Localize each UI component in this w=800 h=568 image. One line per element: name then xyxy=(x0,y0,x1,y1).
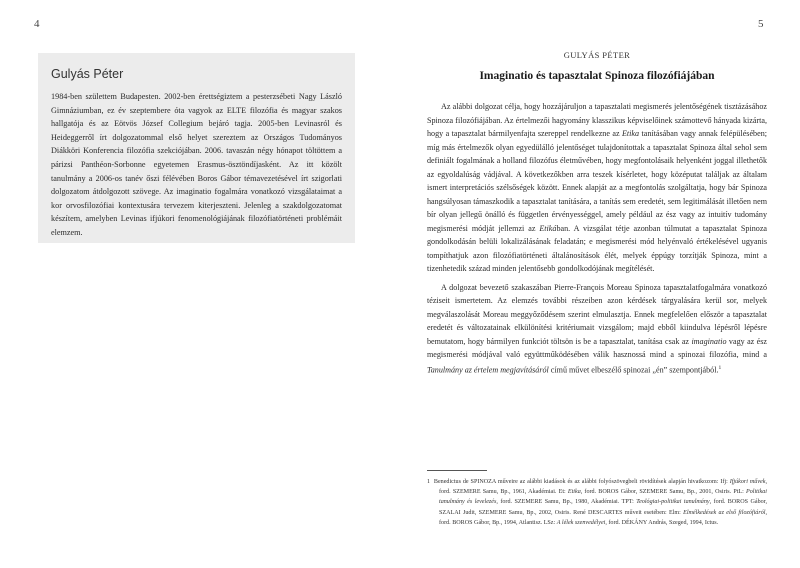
article-author: GULYÁS PÉTER xyxy=(563,50,631,60)
article-body xyxy=(427,100,767,377)
left-page-number: 4 xyxy=(34,18,40,30)
bio-text: 1984-ben születtem Budapesten. 2002-ben érettségiztem a pesterzsébeti Nagy László Gimnáziumban, ez év szeptembere óta vagyok az ELTE filozófia és magyar szakos hallgatója és az Eötvös József Collegium bejáró tagja. 2005-ben Levinasról és Heideggerről írt dolgozatommal első helyet szereztem az Országos Tudományos Diákköri Konferencia filozófia szekciójában. 2006. tavaszán négy hónapot töltöttem a párizsi Panthéon-Sorbonne egyetemen Erasmus-ösztöndíjasként. Az itt közölt tanulmány a 2006-os tanév őszi félévében Boros Gábor témavezetésével írt szigorlati dolgozatom átdolgozott szövege. Az imaginatio fogalmára vonatkozó vizsgálataimat a kor orvosfilozófiai kontextusára tervezem kiterjeszteni. Jelenleg a szakdolgozatomat készítem, amelyben Levinas ifjúkori fenomenológiájának filozófiatörténeti problémáit elemzem. xyxy=(51,92,342,237)
bio-author-name: Gulyás Péter xyxy=(51,67,124,81)
author-bio-box xyxy=(38,53,355,243)
paragraph-1: Az alábbi dolgozat célja, hogy hozzájáruljon a tapasztalati megismerés jelentőségének tisztázásához Spinoza filozófiájában. Az értelmezői hagyomány klasszikus képviselőinek számottevő hányada kizárta, hogy a tapasztalat bármilyenfajta szereppel rendelkezne az Etika tanításában vagy annak felépülésében; míg más értelmezők olyan egyedülálló jelentőséget tulajdonítottak a tapasztalat Spinoza által sehol sem definiált fogalmának a holland filozófus életművében, hogy megfontolásaik helyenként joggal illethetők az egyoldalúság vádjával. A következőkben arra teszek kísérletet, hogy középutat találjak az általam ismert interpretációs szélsőségek között. Ennek alapját az a megfontolás szolgáltatja, hogy bár Spinoza hangsúlyosan támaszkodik a tapasztalat tanítására, a tanítás sem eredetét, sem legitimálását illetően nem bír olyan jellegű önálló és független érvényességgel, amely például az ész vagy az intuitív tudomány megismerési módját jellemzi az Etikában. A vizsgálat tétje azonban túlmutat a tapasztalat Spinoza gondolkodásán belüli lokalizálásának feladatán; e megismerési mód helyénvaló értékelésével ugyanis tompíthatjuk azon filozófiatörténeti általánosítások élét, melyek éppúgy torzítják Spinoza, mint a tizenhetedik század minden jelentősebb gondolkodójának megítélését. xyxy=(427,102,768,273)
footnote-number: 1 xyxy=(427,479,431,485)
right-page-number: 5 xyxy=(758,18,764,30)
footnote-1: 1 Benedictus de SPINOZA műveire az alábbi kiadások és az alábbi folyószövegbeli rövidítések alapján hivatkozom: Ifj: Ifjúkori művek, ford. SZEMERE Samu, Bp., 1961, Akadémiai. Et: Etika, ford. BOROS Gábor, SZEMERE Samu, Bp., 2001, Osiris. PtL: Politikai tanulmány és levelezés, ford. SZEMERE Samu, Bp., 1980, Akadémiai. TPT: Teológiai-politikai tanulmány, ford. BOROS Gábor, SZALAI Judit, SZEMERE Samu, Bp., 2002, Osiris. René DESCARTES műveit esetében: Elm: Elmélkedések az első filozófiáról, ford. BOROS Gábor, Bp., 1994, Atlantisz. LSz: A lélek szenvedélyei, ford. DÉKÁNY András, Szeged, 1994, Ictus. xyxy=(427,479,768,526)
paragraph-2: A dolgozat bevezető szakaszában Pierre-François Moreau Spinoza tapasztalatfogalmára vonatkozó téziseit ismertetem. Az elemzés további részeiben azon kérdések tárgyalására kerül sor, melyek megválaszolását Moreau meggyőződésem szerint elmulasztja. Ennek megfelelően először a tapasztalat eredetét és változatainak elkülönítési kritériumait vizsgálom; majd ebből kiindulva lépésről lépésre bemutatom, hogy bármilyen funkciót töltsön is be a tapasztalat, tanítása csak az imaginatio vagy az ész megismerési módjával való együttműködésében válik hasznossá mind a spinozai filozófia, mind a Tanulmány az értelem megjavításáról című művet elbeszélő spinozai „én” szempontjából.$^1$ xyxy=(427,282,767,375)
footnote-divider xyxy=(427,470,487,471)
article-title: Imaginatio és tapasztalat Spinoza filozófiájában xyxy=(479,70,715,82)
footnote-reference[interactable]: 1 xyxy=(718,364,722,371)
article xyxy=(427,50,767,377)
